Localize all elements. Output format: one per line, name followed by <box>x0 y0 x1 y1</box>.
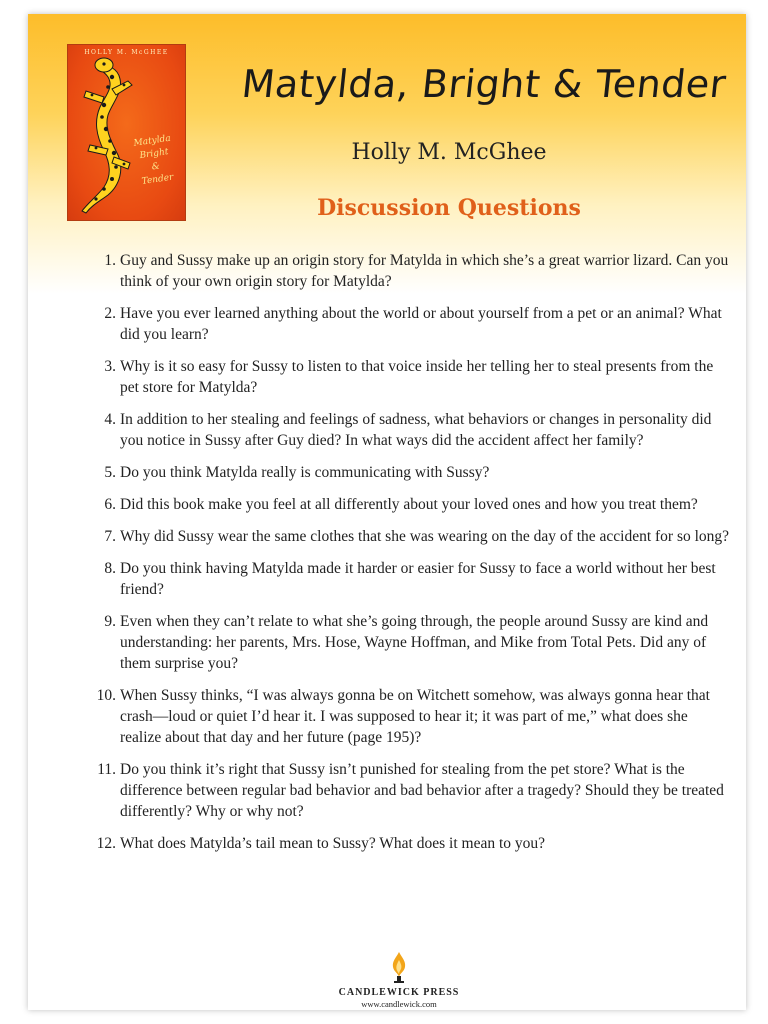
question-text: Even when they can’t relate to what she’s going through, the people around Sussy are kind and understanding: her parents, Mrs. Hose, Wayne Hoffman, and Mike from Total Pets. Did any of them surprise you? <box>120 613 709 672</box>
question-item <box>90 611 730 674</box>
question-number: 1. <box>104 252 116 269</box>
publisher-website[interactable]: www.candlewick.com <box>361 999 437 1009</box>
question-text: In addition to her stealing and feelings of sadness, what behaviors or changes in personality did you notice in Sussy after Guy died? In what ways did the accident affect her family? <box>120 411 712 449</box>
question-item <box>90 833 730 854</box>
question-item <box>90 494 730 515</box>
question-number: 11. <box>97 761 116 778</box>
question-item <box>90 462 730 483</box>
publisher-footer <box>324 951 474 1009</box>
book-title: Matylda, Bright & Tender <box>239 62 729 106</box>
question-number: 2. <box>104 305 116 322</box>
question-text: What does Matylda’s tail mean to Sussy? What does it mean to you? <box>120 835 546 852</box>
cover-title-line: Tender <box>141 172 175 187</box>
question-item <box>90 409 730 451</box>
question-text: Do you think Matylda really is communicating with Sussy? <box>120 464 490 481</box>
cover-title-line: Matylda <box>133 133 172 149</box>
question-text: Why is it so easy for Sussy to listen to that voice inside her telling her to steal presents from the pet store for Matylda? <box>120 358 714 396</box>
cover-title <box>123 131 186 191</box>
question-list <box>90 250 730 865</box>
cover-title-line: Bright <box>138 147 170 162</box>
question-item <box>90 685 730 748</box>
question-item <box>90 759 730 822</box>
question-item <box>90 356 730 398</box>
question-item <box>90 250 730 292</box>
question-text: Why did Sussy wear the same clothes that she was wearing on the day of the accident for so long? <box>120 528 730 545</box>
book-cover <box>67 44 186 221</box>
question-item <box>90 303 730 345</box>
question-text: When Sussy thinks, “I was always gonna be on Witchett somehow, was always gonna hear that crash—loud or quiet I’d hear it. I was supposed to hear it; it was part of me,” what does she realize about that day and her future (page 195)? <box>120 687 710 746</box>
cover-author: HOLLY M. McGHEE <box>84 49 169 56</box>
question-number: 12. <box>96 835 116 852</box>
question-number: 7. <box>104 528 116 545</box>
question-text: Have you ever learned anything about the world or about yourself from a pet or an animal? What did you learn? <box>120 305 722 343</box>
question-text: Guy and Sussy make up an origin story for Matylda in which she’s a great warrior lizard. Can you think of your own origin story for Matylda? <box>120 252 729 290</box>
question-text: Did this book make you feel at all differently about your loved ones and how you treat them? <box>120 496 698 513</box>
question-number: 5. <box>104 464 116 481</box>
question-text: Do you think it’s right that Sussy isn’t punished for stealing from the pet store? What is the difference between regular bad behavior and bad behavior after a tragedy? Should they be treated differently? Why or why not? <box>120 761 724 820</box>
publisher-name: CANDLEWICK PRESS <box>338 987 460 998</box>
question-number: 3. <box>104 358 116 375</box>
question-number: 4. <box>104 411 116 428</box>
section-heading: Discussion Questions <box>317 195 581 221</box>
cover-title-line: & <box>151 161 161 173</box>
question-item <box>90 558 730 600</box>
question-number: 8. <box>104 560 116 577</box>
question-number: 10. <box>96 687 116 704</box>
question-item <box>90 526 730 547</box>
document-page <box>28 14 746 1010</box>
question-number: 9. <box>104 613 116 630</box>
author-name: Holly M. McGhee <box>351 140 547 165</box>
flame-logo-icon <box>388 951 410 983</box>
question-number: 6. <box>104 496 116 513</box>
question-text: Do you think having Matylda made it harder or easier for Sussy to face a world without her best friend? <box>120 560 716 598</box>
